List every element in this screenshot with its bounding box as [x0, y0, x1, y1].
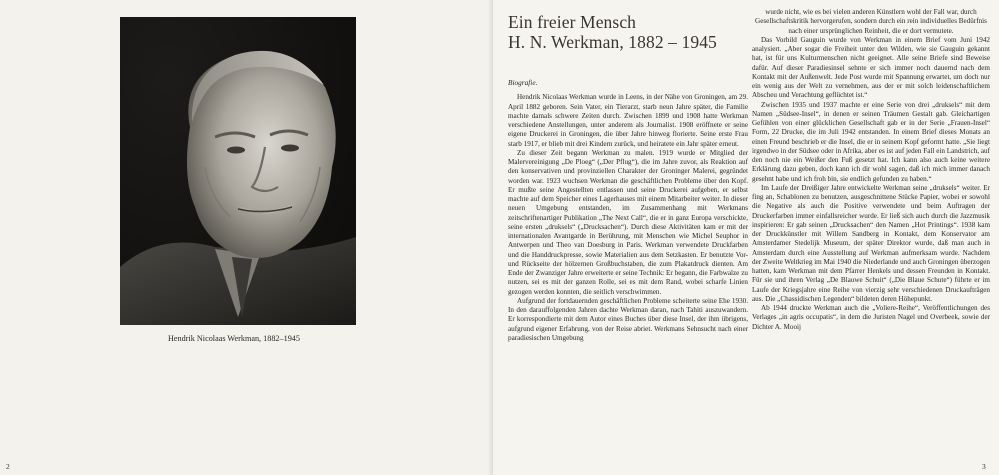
article-title: [508, 12, 717, 52]
paragraph: wurde nicht, wie es bei vielen anderen Künstlern wohl der Fall war, durch Gesellschaftskritik hervorgerufen, sondern durch ein rein individuelles Bedürfnis nach einer ursprünglichen Reinheit, die er dort vermutete.: [755, 8, 987, 35]
right-page: [493, 0, 999, 475]
text-column-1: [508, 78, 748, 343]
paragraph: Zu dieser Zeit begann Werkman zu malen. 1919 wurde er Mitglied der Malervereinigung „De Ploeg“ („Der Pflug“), die im Jahre zuvor, als Reaktion auf den konservativen und provinziellen Charakter der Groninger Malerei, gegründet worden war. 1923 wuchsen Werkman die geschäftlichen Probleme über den Kopf. Er mußte seine Angestellten entlassen und seine Druckerei aufgeben, er selbst machte auf dem Speicher eines Lagerhauses mit einem Mitarbeiter weiter. In dieser neuen Umgebung entstanden, im Zusammenhang mit Werkmans zeitschriftenartiger Publikation „The Next Call“, die er in ganz Europa verschickte, seine ersten „druksels“ („Drucksachen“). Durch diese Aktivitäten kam er mit der internationalen Avantgarde in Berührung, mit Menschen wie Michel Seuphor in Antwerpen und Theo van Doesburg in Paris. Werkman verwendete Druckfarben und die Handdruckpresse, sowie Materialien aus dem Setzkasten. Er benutzte Vor- und Rückseite der hölzernen Großbuchstaben, die zum Plakatdruck dienten. Am Ende der Zwanziger Jahre erweiterte er seine Technik: Er begann, die Farbwalze zu nutzen, sei es mit der ganzen Rolle, sei es mit dem Rand, wobei scharfe Linien gezogen werden konnten, die seitlich verschwimmen.: [508, 148, 748, 296]
paragraph: Das Vorbild Gauguin wurde von Werkman in einem Brief vom Juni 1942 analysiert. „Aber sogar die Freiheit unter den Wilden, wie sie Gauguin gekannt hat, ist für uns Kulturmenschen nicht geeignet. Alle seine Briefe sind Beweise dafür. Auf dieser Paradiesinsel sehnte er sich immer noch dauernd nach dem Kontakt mit der Außenwelt. Jede Post wurde mit Spannung erwartet, um doch nur ein wenig aus der Welt zu vernehmen, aus der er mit solch leidenschaftlichem Abscheu und Verachtung geflüchtet ist.“: [752, 35, 990, 100]
page-number-left: 2: [6, 462, 10, 471]
page-number-right: 3: [982, 462, 986, 471]
left-page: [0, 0, 493, 475]
section-label: Biografie.: [508, 78, 538, 87]
photo-caption: Hendrik Nicolaas Werkman, 1882–1945: [168, 334, 300, 343]
title-line-1: Ein freier Mensch: [508, 12, 637, 32]
portrait-photo: [120, 17, 356, 325]
paragraph: Zwischen 1935 und 1937 machte er eine Serie von drei „druksels“ mit dem Namen „Südsee-Insel“, in denen er seinen Träumen Gestalt gab. Gleichartigen Gefühlen von einer glücklichen Gesellschaft gab er in der Serie „Frauen-Insel“ Form, 22 Drucke, die im Juli 1942 entstanden. In einem Brief dieses Monats an einen Freund beschrieb er die Insel, die er in seinem Kopf geformt hatte. „Sie liegt irgendwo in der Südsee oder in Afrika, aber es ist auf jeden Fall ein Landstrich, auf den noch nie ein Weißer den Fuß gesetzt hat. Ich kann also auch keine weitere Erklärung dazu geben, doch kann ich dir wohl sagen, daß ich mich immer danach gesehnt habe und ich froh bin, sie endlich gefunden zu haben.“: [752, 100, 990, 183]
paragraph: Ab 1944 druckte Werkman auch die „Voliere-Reihe“, Veröffentlichungen des Verlages „in agris occupatis“, in dem die Juristen Nagel und Overbeek, sowie der Dichter A. Mooij: [752, 304, 990, 331]
paragraph: Hendrik Nicolaas Werkman wurde in Leens, in der Nähe von Groningen, am 29. April 1882 geboren. Sein Vater, ein Tierarzt, starb neun Jahre später, die Familie machte damals schwere Zeiten durch. Zwischen 1899 und 1908 hatte Werkman verschiedene Anstellungen, unter anderem als Journalist. 1908 eröffnete er seine eigene Druckerei in Groningen, die über Jahre hinweg florierte. Seine erste Frau starb 1917, er blieb mit drei Kindern zurück, und heiratete ein Jahr später erneut.: [508, 93, 748, 148]
paragraph: Aufgrund der fortdauernden geschäftlichen Probleme scheiterte seine Ehe 1930. In den darauffolgenden Jahren dachte Werkman daran, nach Tahiti auszuwandern. Er korrespondierte mit dem Autor eines Buches über diese Insel, der ihm übrigens, aufgrund eigener Erfahrung, von der Reise abriet. Werkmans Sehnsucht nach einer paradiesischen Umgebung: [508, 296, 748, 342]
text-column-2: [752, 8, 990, 332]
portrait-image: [120, 17, 356, 325]
title-line-2: H. N. Werkman, 1882 – 1945: [508, 32, 717, 52]
paragraph: Im Laufe der Dreißiger Jahre entwickelte Werkman seine „druksels“ weiter. Er fing an, Schablonen zu benutzen, ausgeschnittene Stücke Papier, wobei er sowohl die Negative als auch die Positive verwendete und beim Auftragen der Druckerfarben immer einfallsreicher wurde. Er ließ sich auch durch die Jazzmusik inspirieren: Er gab seinen „Drucksachen“ den Namen „Hot Printings“. 1938 kam der Druckkünstler mit Willem Sandberg in Kontakt, dem Konservator am Amsterdamer Stedelijk Museum, der später Direktor wurde, daß man auch in Amsterdam durch eine Ausstellung auf Werkman aufmerksam wurde. Nachdem der Zweite Weltkrieg im Mai 1940 die Niederlande und auch Groningen überzogen hatten, kam Werkman mit dem Pfarrer Henkels und dessen Freunden in Kontakt. Für sie und ihren Verlag „De Blauwe Schuit“ („Die Blaue Schute“) führte er im Laufe der Kriegsjahre eine Reihe von vierzig sehr verschiedenen Druckaufträgen aus. Die „Chassidischen Legenden“ bildeten deren Höhepunkt.: [752, 183, 990, 303]
